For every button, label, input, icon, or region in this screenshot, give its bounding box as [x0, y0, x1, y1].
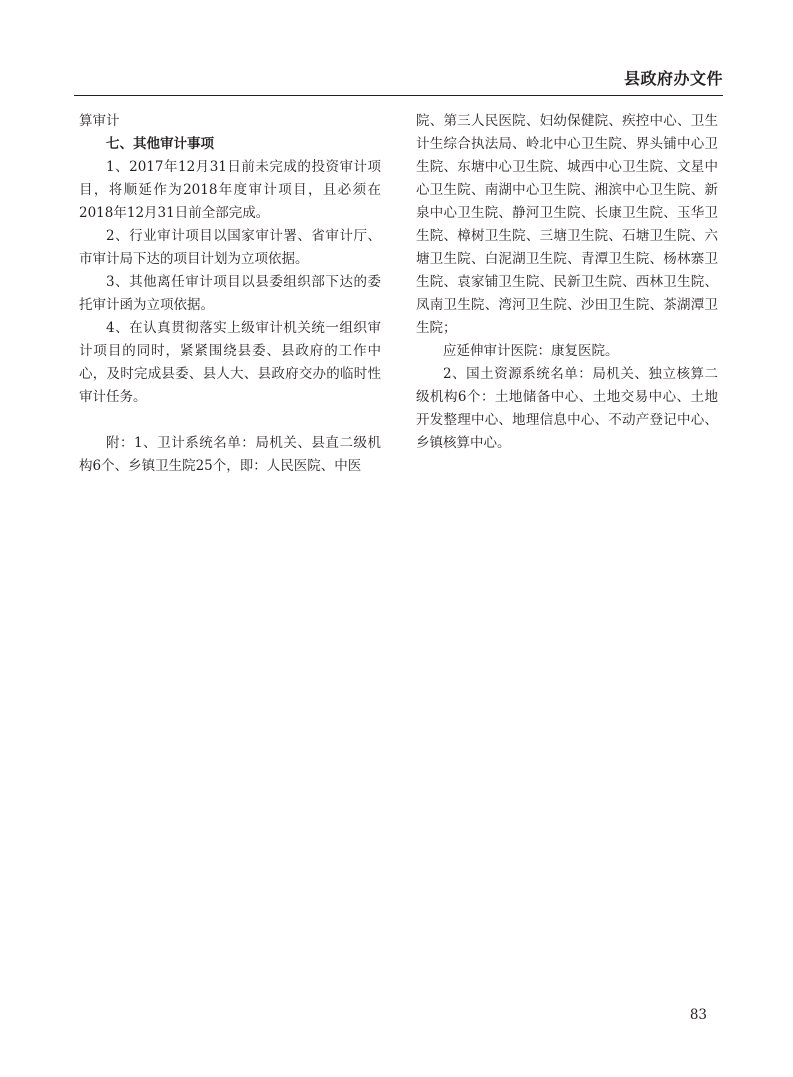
page-number: 83 — [689, 1007, 707, 1023]
paragraph-item-4: 4、在认真贯彻落实上级审计机关统一组织审计项目的同时，紧紧围绕县委、县政府的工作中心，及时完成县委、县人大、县政府交办的临时性审计任务。 — [79, 320, 381, 405]
paragraph-item-3: 3、其他离任审计项目以县委组织部下达的委托审计函为立项依据。 — [79, 274, 381, 313]
extended-audit-hospital: 应延伸审计医院：康复医院。 — [443, 343, 619, 359]
header-divider — [74, 95, 723, 96]
appendix-paragraph: 附：1、卫计系统名单：局机关、县直二级机构6个、乡镇卫生院25个，即：人民医院、中医 — [79, 435, 381, 474]
page-header-title: 县政府办文件 — [623, 69, 723, 88]
paragraph-item-1: 1、2017年12月31日前未完成的投资审计项目，将顺延作为2018年度审计项目，且必须在2018年12月31日前全部完成。 — [79, 159, 381, 221]
paragraph-item-2: 2、行业审计项目以国家审计署、省审计厅、市审计局下达的项目计划为立项依据。 — [79, 228, 381, 267]
continued-text: 算审计 — [79, 113, 120, 129]
health-institution-list: 院、第三人民医院、妇幼保健院、疾控中心、卫生计生综合执法局、岭北中心卫生院、界头铺中心卫生院、东塘中心卫生院、城西中心卫生院、文星中心卫生院、南湖中心卫生院、湘滨中心卫生院、新泉中心卫生院、静河卫生院、长康卫生院、玉华卫生院、樟树卫生院、三塘卫生院、石塘卫生院、六塘卫生院、白泥湖卫生院、青潭卫生院、杨林寨卫生院、袁家铺卫生院、民新卫生院、西林卫生院、凤南卫生院、湾河卫生院、沙田卫生院、茶湖潭卫生院； — [416, 113, 718, 336]
section-heading: 七、其他审计事项 — [106, 136, 214, 152]
left-column — [79, 110, 381, 478]
right-column — [416, 110, 718, 455]
paragraph-spacer — [79, 409, 381, 432]
land-resources-list: 2、国土资源系统名单：局机关、独立核算二级机构6个：土地储备中心、土地交易中心、土地开发整理中心、地理信息中心、不动产登记中心、乡镇核算中心。 — [416, 366, 718, 451]
